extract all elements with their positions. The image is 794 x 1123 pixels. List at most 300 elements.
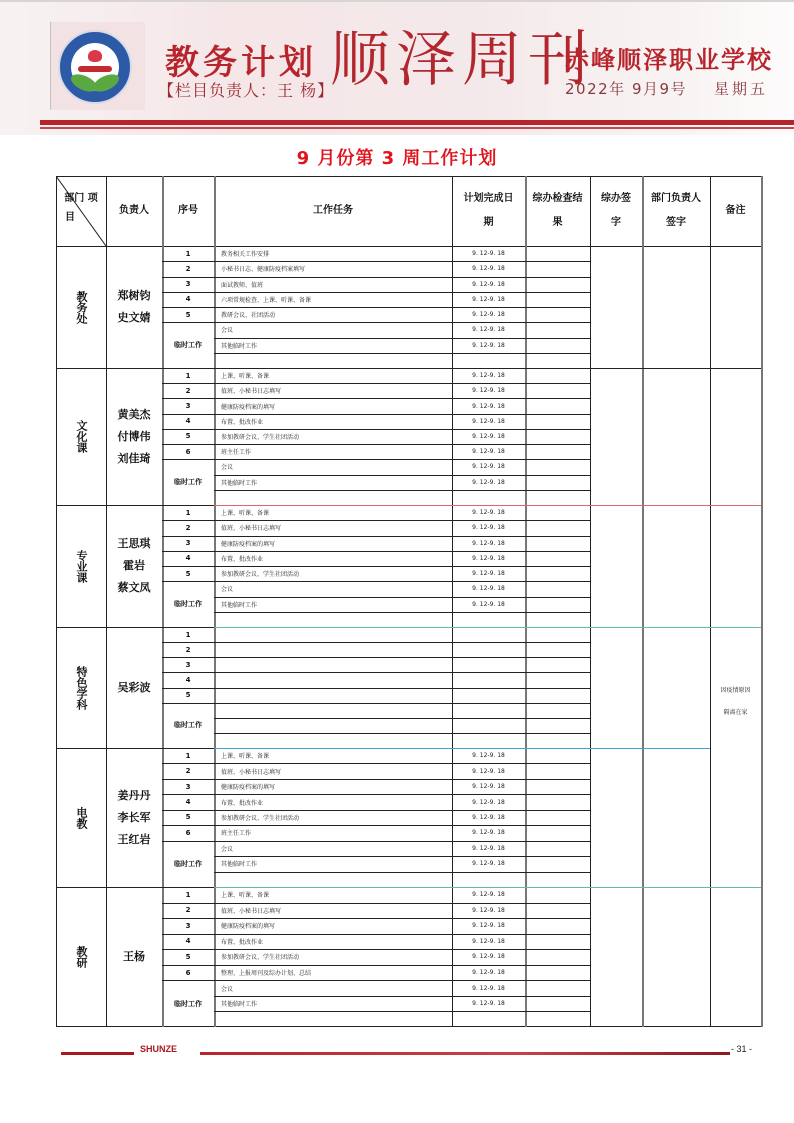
header-dept-item-top: 部门 项 (64, 193, 98, 204)
header-check-result-line1: 综办检查结 (532, 193, 583, 204)
temp-task-cell (214, 733, 452, 748)
row-divider (162, 429, 590, 430)
school-emblem-icon (58, 30, 132, 104)
seq-cell: 3 (185, 782, 191, 791)
check-result-cell[interactable] (525, 965, 590, 981)
remark-line: 因疫情原因 (720, 687, 751, 694)
row-divider (162, 551, 590, 552)
plan-date-cell: 9. 12-9. 18 (472, 417, 505, 425)
temp-check-result-cell[interactable] (525, 1011, 590, 1027)
plan-date-cell: 9. 12-9. 18 (472, 295, 505, 303)
check-result-cell[interactable] (525, 810, 590, 825)
owner-cell (106, 368, 162, 505)
seq-cell: 4 (185, 675, 191, 684)
plan-date-cell: 9. 12-9. 18 (472, 767, 505, 775)
seq-cell: 1 (185, 630, 191, 639)
seq-cell: 6 (185, 828, 191, 837)
plan-date-cell: 9. 12-9. 18 (472, 280, 505, 288)
check-result-cell[interactable] (525, 672, 590, 687)
row-divider (162, 779, 590, 780)
owner-name: 王杨 (123, 950, 145, 963)
seq-cell: 2 (185, 906, 191, 915)
task-cell: 健康防疫档案的填写 (221, 784, 276, 792)
seq-cell: 3 (185, 660, 191, 669)
owner-name: 霍岩 (123, 559, 145, 572)
check-result-cell[interactable] (525, 934, 590, 950)
owner-name: 史文婧 (117, 311, 151, 324)
owner-name: 刘佳琦 (117, 451, 151, 465)
plan-date-cell: 9. 12-9. 18 (472, 798, 505, 806)
dept-head-sign-cell[interactable] (642, 246, 710, 368)
header-banner (0, 0, 794, 135)
temp-task-cell (214, 490, 452, 505)
owner-name: 姜丹丹 (117, 788, 151, 802)
check-result-cell[interactable] (525, 368, 590, 383)
task-cell (214, 657, 452, 672)
temp-work-label: 临时工作 (174, 600, 202, 609)
seq-cell: 4 (185, 554, 191, 563)
plan-date-cell (452, 627, 525, 642)
row-divider (162, 261, 590, 262)
plan-date-cell: 9. 12-9. 18 (472, 969, 505, 977)
plan-date-cell: 9. 12-9. 18 (472, 953, 505, 961)
seq-cell: 5 (185, 813, 191, 822)
temp-plan-date-cell (452, 872, 525, 887)
check-result-cell[interactable] (525, 246, 590, 261)
task-cell: 健康防疫档案的填写 (221, 540, 276, 548)
header-office-sign (590, 176, 642, 246)
check-result-cell[interactable] (525, 277, 590, 292)
dept-head-sign-cell[interactable] (642, 748, 710, 887)
task-cell: 班主任工作 (221, 449, 252, 457)
row-divider (162, 292, 590, 293)
check-result-cell[interactable] (525, 825, 590, 840)
seq-cell: 1 (185, 249, 191, 258)
row-divider (214, 718, 590, 719)
plan-date-cell (452, 672, 525, 687)
temp-plan-date-cell: 9. 12-9. 18 (472, 844, 505, 852)
temp-plan-date-cell: 9. 12-9. 18 (472, 585, 505, 593)
seq-cell: 2 (185, 386, 191, 395)
owner-name: 郑树钧 (117, 289, 151, 302)
task-cell (214, 672, 452, 687)
temp-task-cell: 会议 (221, 985, 234, 993)
temp-task-cell: 会议 (221, 845, 234, 853)
plan-date-cell: 9. 12-9. 18 (472, 906, 505, 914)
row-divider (162, 398, 590, 399)
seq-cell: 3 (185, 280, 191, 289)
column-divider (710, 176, 711, 1027)
task-cell: 上课、听课、备课 (221, 373, 270, 381)
temp-check-result-cell[interactable] (525, 322, 590, 337)
temp-plan-date-cell: 9. 12-9. 18 (472, 478, 505, 486)
seq-cell: 2 (185, 264, 191, 273)
footer-rule-left (61, 1052, 134, 1055)
row-divider (214, 338, 590, 339)
header-office-sign-line2: 字 (611, 217, 621, 228)
temp-task-cell: 其他临时工作 (221, 479, 258, 487)
check-result-cell[interactable] (525, 627, 590, 642)
row-divider (214, 1011, 590, 1012)
task-cell: 班主任工作 (221, 830, 252, 838)
row-divider (162, 642, 590, 643)
row-divider (162, 949, 590, 950)
seq-cell: 1 (185, 751, 191, 760)
check-result-cell[interactable] (525, 566, 590, 581)
column-divider (761, 176, 763, 1027)
temp-plan-date-cell (452, 612, 525, 627)
seq-cell: 2 (185, 523, 191, 532)
owner-cell (106, 505, 162, 627)
check-result-cell[interactable] (525, 748, 590, 763)
header-owner: 负责人 (119, 205, 149, 216)
check-result-cell[interactable] (525, 520, 590, 535)
plan-date-cell: 9. 12-9. 18 (472, 937, 505, 945)
publication-title: 顺泽周刊 (330, 25, 594, 95)
check-result-cell[interactable] (525, 444, 590, 459)
seq-cell: 5 (185, 691, 191, 700)
header-seq: 序号 (178, 205, 198, 216)
plan-date-cell: 9. 12-9. 18 (472, 554, 505, 562)
temp-task-cell: 会议 (221, 464, 234, 472)
row-divider (162, 794, 590, 795)
check-result-cell[interactable] (525, 657, 590, 672)
temp-task-cell (214, 353, 452, 368)
task-cell: 参加教研会议、学生社团活动 (221, 814, 300, 822)
seq-cell: 1 (185, 890, 191, 899)
temp-plan-date-cell: 9. 12-9. 18 (472, 1000, 505, 1008)
check-result-cell[interactable] (525, 505, 590, 520)
plan-date-cell: 9. 12-9. 18 (472, 570, 505, 578)
header-rule-thick (40, 120, 794, 125)
check-result-cell[interactable] (525, 429, 590, 444)
seq-cell: 1 (185, 508, 191, 517)
task-cell (214, 642, 452, 657)
owner-name: 付博伟 (117, 429, 151, 443)
task-cell: 上课、听课、备课 (221, 753, 270, 761)
check-result-cell[interactable] (525, 307, 590, 322)
plan-date-cell: 9. 12-9. 18 (472, 539, 505, 547)
emblem-heart (88, 50, 102, 62)
seq-cell: 2 (185, 767, 191, 776)
temp-task-cell (214, 872, 452, 887)
temp-plan-date-cell (452, 718, 525, 733)
seq-cell: 5 (185, 952, 191, 961)
column-owner: 【栏目负责人：王 杨】 (158, 81, 335, 100)
temp-task-cell: 其他临时工作 (221, 601, 258, 609)
header-rule-thin (40, 127, 794, 129)
temp-check-result-cell[interactable] (525, 490, 590, 505)
temp-task-cell: 其他临时工作 (221, 342, 258, 350)
row-divider (162, 657, 590, 658)
document-title: 9 月份第 3 周工作计划 (296, 148, 498, 169)
row-divider (162, 383, 590, 384)
task-cell: 值班、小秘书日志填写 (221, 768, 282, 776)
dept-head-sign-cell[interactable] (642, 368, 710, 505)
seq-cell: 3 (185, 539, 191, 548)
header-plan-date (452, 176, 525, 246)
check-result-cell[interactable] (525, 414, 590, 429)
temp-task-cell (214, 1011, 452, 1027)
dept-cell: 文化课 (75, 420, 88, 453)
temp-check-result-cell[interactable] (525, 841, 590, 856)
task-cell: 小秘书日志、健康防疫档案填写 (221, 266, 306, 274)
temp-task-cell: 其他临时工作 (221, 1001, 258, 1009)
task-cell (214, 627, 452, 642)
temp-check-result-cell[interactable] (525, 581, 590, 596)
dept-cell: 教研 (75, 946, 88, 968)
task-cell: 上课、听课、备课 (221, 892, 270, 900)
check-result-cell[interactable] (525, 292, 590, 307)
header-dept-head-sign-line2: 签字 (666, 217, 686, 228)
task-cell: 六项常规检查、上课、听课、备课 (221, 296, 312, 304)
owner-name: 李长军 (117, 810, 151, 824)
owner-cell (106, 887, 162, 1027)
office-sign-cell[interactable] (590, 627, 642, 748)
seq-cell: 3 (185, 402, 191, 411)
emblem-book (78, 66, 112, 72)
row-divider (214, 475, 590, 476)
task-cell: 参加教研会议、学生社团活动 (221, 433, 300, 441)
temp-plan-date-cell: 9. 12-9. 18 (472, 326, 505, 334)
temp-check-result-cell[interactable] (525, 856, 590, 871)
task-cell: 布置、批改作业 (221, 799, 264, 807)
issue-weekday: 星期五 (714, 80, 769, 98)
plan-date-cell: 9. 12-9. 18 (472, 783, 505, 791)
dept-cell: 教务处 (75, 290, 88, 324)
office-sign-cell[interactable] (590, 246, 642, 368)
row-divider (214, 856, 590, 857)
check-result-cell[interactable] (525, 688, 590, 703)
seq-cell: 4 (185, 417, 191, 426)
seq-cell: 5 (185, 569, 191, 578)
column-title: 教务计划 (165, 43, 317, 83)
school-name: 赤峰顺泽职业学校 (565, 46, 773, 74)
office-sign-cell[interactable] (590, 505, 642, 627)
temp-work-label: 临时工作 (174, 478, 202, 487)
check-result-cell[interactable] (525, 383, 590, 398)
seq-cell: 5 (185, 310, 191, 319)
task-cell: 教研会议、社团活动 (221, 312, 276, 320)
plan-date-cell: 9. 12-9. 18 (472, 265, 505, 273)
seq-cell: 2 (185, 645, 191, 654)
dept-head-sign-cell[interactable] (642, 887, 710, 1027)
header-dept-item-bottom: 目 (65, 212, 75, 223)
task-cell: 面试教师、值班 (221, 281, 264, 289)
owner-cell (106, 748, 162, 887)
row-divider (162, 520, 590, 521)
task-cell (214, 688, 452, 703)
seq-cell: 6 (185, 968, 191, 977)
dept-cell: 专业课 (75, 549, 88, 583)
task-cell: 参加教研会议、学生社团活动 (221, 954, 300, 962)
plan-date-cell: 9. 12-9. 18 (472, 387, 505, 395)
task-cell: 布置、批改作业 (221, 555, 264, 563)
header-check-result (525, 176, 590, 246)
task-cell: 健康防疫档案的填写 (221, 403, 276, 411)
check-result-cell[interactable] (525, 398, 590, 413)
check-result-cell[interactable] (525, 763, 590, 778)
temp-check-result-cell[interactable] (525, 459, 590, 474)
temp-plan-date-cell (452, 353, 525, 368)
temp-work-label: 临时工作 (174, 341, 202, 350)
plan-date-cell: 9. 12-9. 18 (472, 432, 505, 440)
plan-date-cell (452, 642, 525, 657)
header-task: 工作任务 (313, 205, 353, 216)
row-divider (214, 490, 590, 491)
task-cell: 上课、听课、备课 (221, 510, 270, 518)
temp-check-result-cell[interactable] (525, 980, 590, 996)
office-sign-cell[interactable] (590, 887, 642, 1027)
plan-date-cell (452, 688, 525, 703)
temp-check-result-cell[interactable] (525, 703, 590, 718)
plan-date-cell: 9. 12-9. 18 (472, 524, 505, 532)
temp-plan-date-cell: 9. 12-9. 18 (472, 860, 505, 868)
row-divider (162, 414, 590, 415)
header-plan-date-line2: 期 (483, 217, 494, 228)
check-result-cell[interactable] (525, 887, 590, 903)
row-divider (162, 825, 590, 826)
row-divider (214, 733, 590, 734)
row-divider (162, 934, 590, 935)
dept-cell: 电教 (75, 806, 88, 829)
temp-plan-date-cell: 9. 12-9. 18 (472, 341, 505, 349)
plan-date-cell: 9. 12-9. 18 (472, 448, 505, 456)
owner-name: 王红岩 (117, 832, 151, 846)
owner-cell (106, 627, 162, 748)
temp-work-label: 临时工作 (174, 721, 202, 730)
row-divider (162, 444, 590, 445)
footer-rule-right (200, 1052, 730, 1055)
row-divider (214, 597, 590, 598)
seq-cell: 3 (185, 921, 191, 930)
header-remark: 备注 (725, 205, 746, 216)
temp-work-label: 临时工作 (174, 999, 202, 1008)
owner-name: 吴彩波 (117, 680, 151, 694)
check-result-cell[interactable] (525, 794, 590, 809)
plan-date-cell: 9. 12-9. 18 (472, 891, 505, 899)
header-plan-date-line1: 计划完成日 (463, 193, 514, 204)
row-divider (162, 307, 590, 308)
row-divider (162, 763, 590, 764)
owner-name: 蔡文凤 (117, 581, 151, 594)
office-sign-cell[interactable] (590, 748, 642, 887)
plan-date-cell: 9. 12-9. 18 (472, 509, 505, 517)
plan-date-cell: 9. 12-9. 18 (472, 752, 505, 760)
temp-task-cell: 会议 (221, 586, 234, 594)
row-divider (162, 918, 590, 919)
owner-cell (106, 246, 162, 368)
check-result-cell[interactable] (525, 779, 590, 794)
temp-task-cell: 会议 (221, 327, 234, 335)
temp-plan-date-cell: 9. 12-9. 18 (472, 984, 505, 992)
temp-task-cell: 其他临时工作 (221, 861, 258, 869)
task-cell: 健康防疫档案的填写 (221, 923, 276, 931)
dept-head-sign-cell[interactable] (642, 505, 710, 627)
temp-check-result-cell[interactable] (525, 718, 590, 733)
task-cell: 参加教研会议、学生社团活动 (221, 571, 300, 579)
page-number: - 31 - (731, 1044, 753, 1054)
temp-plan-date-cell (452, 1011, 525, 1027)
task-cell: 值班、小秘书日志填写 (221, 907, 282, 915)
row-divider (162, 536, 590, 537)
temp-check-result-cell[interactable] (525, 612, 590, 627)
plan-date-cell: 9. 12-9. 18 (472, 402, 505, 410)
temp-check-result-cell[interactable] (525, 872, 590, 887)
header-office-sign-line1: 综办签 (601, 193, 631, 204)
check-result-cell[interactable] (525, 949, 590, 965)
check-result-cell[interactable] (525, 261, 590, 276)
check-result-cell[interactable] (525, 551, 590, 566)
temp-plan-date-cell (452, 733, 525, 748)
seq-cell: 6 (185, 447, 191, 456)
row-divider (214, 612, 590, 613)
row-divider (162, 965, 590, 966)
plan-date-cell: 9. 12-9. 18 (472, 372, 505, 380)
temp-plan-date-cell (452, 703, 525, 718)
owner-name: 黄美杰 (117, 407, 151, 421)
row-divider (162, 810, 590, 811)
temp-plan-date-cell: 9. 12-9. 18 (472, 463, 505, 471)
temp-check-result-cell[interactable] (525, 353, 590, 368)
temp-plan-date-cell: 9. 12-9. 18 (472, 600, 505, 608)
temp-task-cell (214, 703, 452, 718)
task-cell: 布置、批改作业 (221, 938, 264, 946)
seq-cell: 5 (185, 432, 191, 441)
check-result-cell[interactable] (525, 903, 590, 919)
remark-line: 隔离在家 (723, 709, 748, 716)
office-sign-cell[interactable] (590, 368, 642, 505)
row-divider (162, 688, 590, 689)
header-check-result-line2: 果 (552, 217, 563, 228)
check-result-cell[interactable] (525, 536, 590, 551)
task-cell: 整理、上报周刊及综办计划、总结 (221, 970, 312, 978)
row-divider (162, 566, 590, 567)
work-plan-table (56, 176, 761, 1027)
header-dept-head-sign (642, 176, 710, 246)
footer-brand: SHUNZE (140, 1044, 178, 1054)
task-cell: 布置、批改作业 (221, 418, 264, 426)
temp-check-result-cell[interactable] (525, 338, 590, 353)
seq-cell: 4 (185, 798, 191, 807)
row-divider (162, 277, 590, 278)
banner-top-divider (0, 0, 794, 2)
temp-check-result-cell[interactable] (525, 733, 590, 748)
temp-plan-date-cell (452, 490, 525, 505)
header-dept-head-sign-line1: 部门负责人 (651, 193, 701, 204)
row-divider (214, 353, 590, 354)
task-cell: 值班、小秘书日志填写 (221, 525, 282, 533)
check-result-cell[interactable] (525, 642, 590, 657)
temp-check-result-cell[interactable] (525, 597, 590, 612)
temp-check-result-cell[interactable] (525, 996, 590, 1012)
row-divider (162, 903, 590, 904)
task-cell: 教务相关工作安排 (221, 251, 270, 259)
temp-check-result-cell[interactable] (525, 475, 590, 490)
plan-date-cell: 9. 12-9. 18 (472, 829, 505, 837)
issue-date: 2022年 9月9号 (565, 80, 688, 98)
task-cell: 值班、小秘书日志填写 (221, 388, 282, 396)
temp-task-cell (214, 718, 452, 733)
seq-cell: 1 (185, 371, 191, 380)
owner-name: 王思琪 (117, 537, 151, 550)
seq-cell: 4 (185, 295, 191, 304)
plan-date-cell: 9. 12-9. 18 (472, 922, 505, 930)
check-result-cell[interactable] (525, 918, 590, 934)
dept-head-sign-cell[interactable] (642, 627, 710, 748)
plan-date-cell: 9. 12-9. 18 (472, 813, 505, 821)
dept-cell: 特色学科 (75, 665, 88, 710)
